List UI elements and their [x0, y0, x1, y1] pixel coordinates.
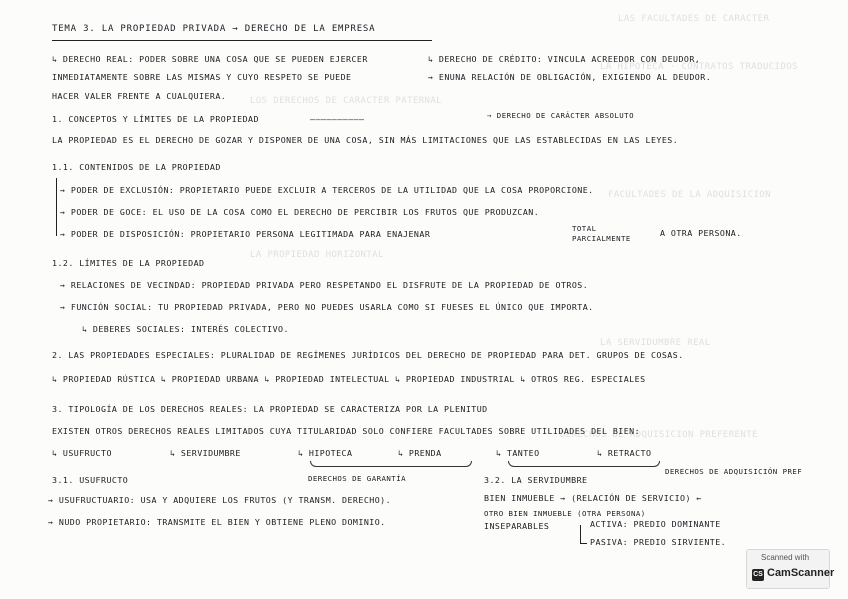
- section-heading: 2. LAS PROPIEDADES ESPECIALES: PLURALIDAD DE REGÍMENES JURÍDICOS DEL DERECHO DE PROPIEDAD PARA DET. GRUPOS DE COSAS.: [52, 350, 684, 360]
- servitude-passive: PASIVA: PREDIO SIRVIENTE.: [590, 537, 727, 547]
- right-type: ↳ RETRACTO: [597, 448, 652, 458]
- right-type: ↳ SERVIDUMBRE: [170, 448, 241, 458]
- right-type: ↳ HIPOTECA: [298, 448, 353, 458]
- ghost-text: LA HIPOTECA · CONTRATOS TRADUCIDOS: [600, 62, 798, 72]
- subsection-heading: 1.2. LÍMITES DE LA PROPIEDAD: [52, 258, 205, 268]
- list-bracket: [580, 525, 587, 544]
- ghost-text: LA SERVIDUMBRE REAL: [600, 338, 711, 348]
- servitude-active: ACTIVA: PREDIO DOMINANTE: [590, 519, 721, 529]
- subsection-heading: 3.1. USUFRUCTO: [52, 475, 129, 485]
- right-type: ↳ USUFRUCTO: [52, 448, 112, 458]
- grouping-brace: [310, 461, 472, 467]
- list-item: → PODER DE GOCE: EL USO DE LA COSA COMO EL DERECHO DE PERCIBIR LOS FRUTOS QUE PRODUZCAN.: [60, 207, 540, 217]
- definition-real-right-2: INMEDIATAMENTE SOBRE LAS MISMAS Y CUYO RESPETO SE PUEDE: [52, 72, 352, 82]
- badge-brand: CamScanner: [767, 567, 835, 579]
- group-note: DERECHOS DE GARANTÍA: [308, 474, 406, 483]
- option-partial: PARCIALMENTE: [572, 234, 631, 243]
- ghost-text: DERECHOS DE ADQUISICION PREFERENTE: [560, 430, 758, 440]
- grouping-brace: [508, 461, 660, 467]
- badge-caption: Scanned with: [761, 553, 810, 562]
- definition-credit-right: ↳ DERECHO DE CRÉDITO: VINCULA ACREEDOR CON DEUDOR,: [428, 54, 701, 64]
- definition-real-right-3: HACER VALER FRENTE A CUALQUIERA.: [52, 91, 227, 101]
- list-item: ↳ DEBERES SOCIALES: INTERÉS COLECTIVO.: [82, 324, 289, 334]
- subsection-heading: 3.2. LA SERVIDUMBRE: [484, 475, 588, 485]
- right-type: ↳ PRENDA: [398, 448, 442, 458]
- ghost-text: FACULTADES DE LA ADQUISICION: [608, 190, 771, 200]
- camscanner-badge: [746, 549, 835, 589]
- section-heading: 3. TIPOLOGÍA DE LOS DERECHOS REALES: LA PROPIEDAD SE CARACTERIZA POR LA PLENITUD: [52, 404, 488, 414]
- option-total: TOTAL: [572, 224, 597, 233]
- servitude-line: INSEPARABLES: [484, 521, 550, 531]
- servitude-line: OTRO BIEN INMUEBLE (OTRA PERSONA): [484, 509, 646, 518]
- title-underline: [52, 40, 432, 41]
- list-item: → RELACIONES DE VECINDAD: PROPIEDAD PRIVADA PERO RESPETANDO EL DISFRUTE DE LA PROPIEDAD DE OTROS.: [60, 280, 589, 290]
- right-type: ↳ TANTEO: [496, 448, 540, 458]
- list-item: → FUNCIÓN SOCIAL: TU PROPIEDAD PRIVADA, PERO NO PUEDES USARLA COMO SI FUESES EL ÚNICO QUE IMPORTA.: [60, 302, 594, 312]
- ghost-text: LOS DERECHOS DE CARACTER PATERNAL: [250, 96, 443, 106]
- arrow-connector: ——————————: [310, 114, 365, 124]
- list-item: → PODER DE EXCLUSIÓN: PROPIETARIO PUEDE EXCLUIR A TERCEROS DE LA UTILIDAD QUE LA COSA PROPORCIONE.: [60, 185, 594, 195]
- property-definition: LA PROPIEDAD ES EL DERECHO DE GOZAR Y DISPONER DE UNA COSA, SIN MÁS LIMITACIONES QUE LAS ESTABLECIDAS EN LAS LEYES.: [52, 135, 679, 145]
- section-heading: 1. CONCEPTOS Y LÍMITES DE LA PROPIEDAD: [52, 114, 259, 124]
- list-item: → USUFRUCTUARIO: USA Y ADQUIERE LOS FRUTOS (Y TRANSM. DERECHO).: [48, 495, 392, 505]
- group-note: DERECHOS DE ADQUISICIÓN PREF: [665, 467, 803, 476]
- ghost-text: LA PROPIEDAD HORIZONTAL: [250, 250, 384, 260]
- definition-real-right: ↳ DERECHO REAL: PODER SOBRE UNA COSA QUE SE PUEDEN EJERCER: [52, 54, 368, 64]
- list-item-end: A OTRA PERSONA.: [660, 228, 742, 238]
- list-bracket: [56, 178, 57, 236]
- page-title: TEMA 3. LA PROPIEDAD PRIVADA → DERECHO DE LA EMPRESA: [52, 24, 376, 34]
- definition-credit-right-2: → ENUNA RELACIÓN DE OBLIGACIÓN, EXIGIENDO AL DEUDOR.: [428, 72, 712, 82]
- section-text: EXISTEN OTROS DERECHOS REALES LIMITADOS CUYA TITULARIDAD SOLO CONFIERE FACULTADES SOBRE UTILIDADES DEL BIEN:: [52, 426, 641, 436]
- list-item: → NUDO PROPIETARIO: TRANSMITE EL BIEN Y OBTIENE PLENO DOMINIO.: [48, 517, 386, 527]
- ghost-text: LAS FACULTADES DE CARACTER: [618, 14, 770, 24]
- list-item: → PODER DE DISPOSICIÓN: PROPIETARIO PERSONA LEGITIMADA PARA ENAJENAR: [60, 229, 431, 239]
- servitude-line: BIEN INMUEBLE → (RELACIÓN DE SERVICIO) ←: [484, 493, 702, 503]
- property-types: ↳ PROPIEDAD RÚSTICA ↳ PROPIEDAD URBANA ↳ PROPIEDAD INTELECTUAL ↳ PROPIEDAD INDUSTRIAL ↳ OTROS REG. ESPECIALES: [52, 374, 646, 384]
- subsection-heading: 1.1. CONTENIDOS DE LA PROPIEDAD: [52, 162, 221, 172]
- camscanner-logo-icon: CS: [752, 569, 764, 581]
- section-note: → DERECHO DE CARÁCTER ABSOLUTO: [487, 111, 634, 120]
